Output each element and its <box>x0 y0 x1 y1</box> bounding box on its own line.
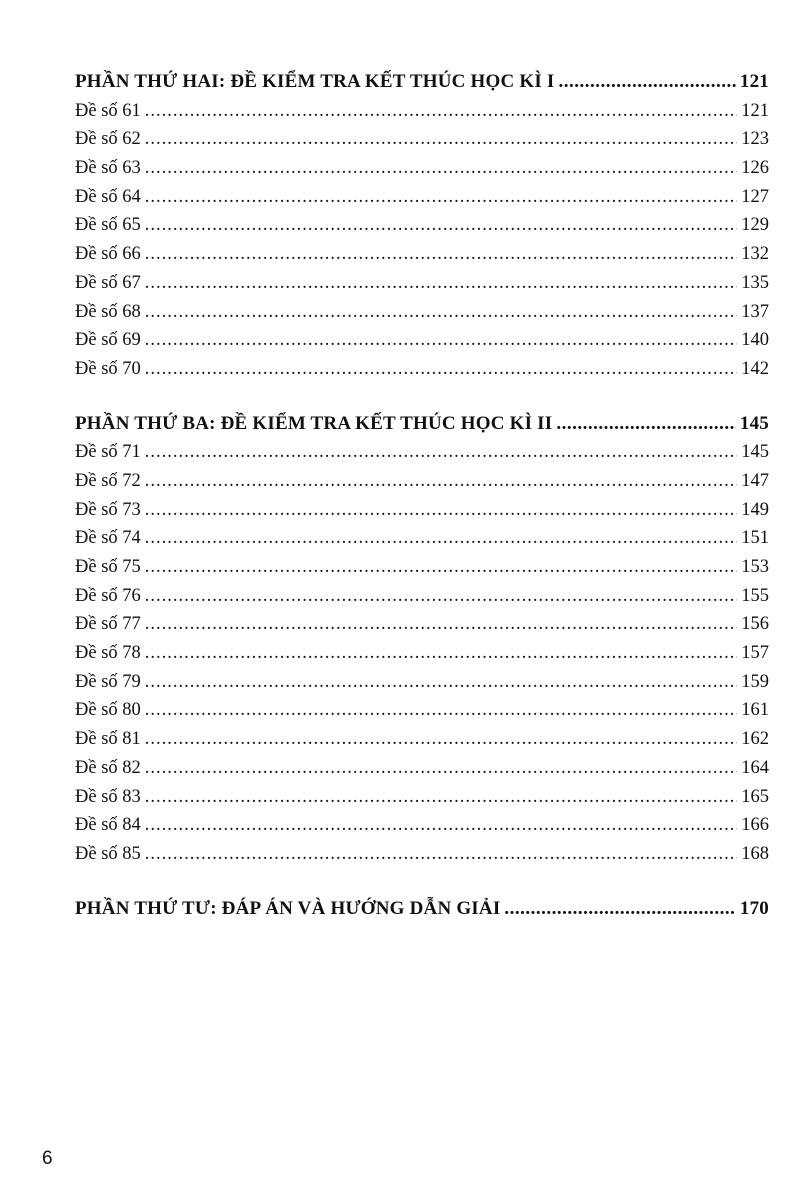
dot-leader <box>145 269 737 298</box>
dot-leader <box>145 811 737 840</box>
toc-entries <box>75 97 769 384</box>
toc-section <box>75 68 769 384</box>
toc-entries <box>75 438 769 868</box>
entry-label: Đề số 63 <box>75 158 141 179</box>
entry-label: Đề số 77 <box>75 614 141 635</box>
toc-entry <box>75 553 769 582</box>
toc-entry <box>75 298 769 327</box>
entry-page: 129 <box>741 215 769 236</box>
toc-entry <box>75 183 769 212</box>
toc-entry <box>75 610 769 639</box>
dot-leader <box>145 639 737 668</box>
dot-leader <box>145 524 737 553</box>
entry-label: Đề số 80 <box>75 700 141 721</box>
entry-label: Đề số 66 <box>75 244 141 265</box>
entry-page: 123 <box>741 129 769 150</box>
entry-label: Đề số 78 <box>75 643 141 664</box>
toc-entry <box>75 725 769 754</box>
section-heading <box>75 895 769 924</box>
dot-leader <box>145 355 737 384</box>
entry-label: Đề số 72 <box>75 470 141 491</box>
entry-page: 126 <box>741 158 769 179</box>
dot-leader <box>504 895 735 924</box>
entry-label: Đề số 73 <box>75 499 141 520</box>
entry-page: 162 <box>741 729 769 750</box>
dot-leader <box>145 610 737 639</box>
dot-leader <box>145 840 737 869</box>
dot-leader <box>145 154 737 183</box>
dot-leader <box>145 438 737 467</box>
section-title: PHẦN THỨ BA: ĐỀ KIỂM TRA KẾT THÚC HỌC KÌ II <box>75 412 553 434</box>
section-page: 170 <box>739 897 769 919</box>
entry-label: Đề số 61 <box>75 100 141 121</box>
toc-entry <box>75 97 769 126</box>
dot-leader <box>145 725 737 754</box>
entry-page: 132 <box>741 244 769 265</box>
entry-page: 140 <box>741 330 769 351</box>
entry-page: 166 <box>741 815 769 836</box>
section-page: 121 <box>739 71 769 92</box>
dot-leader <box>145 668 737 697</box>
toc-entry <box>75 355 769 384</box>
entry-page: 153 <box>741 557 769 577</box>
entry-label: Đề số 83 <box>75 786 141 807</box>
section-page: 145 <box>739 412 769 434</box>
toc-entry <box>75 524 769 553</box>
section-title: PHẦN THỨ TƯ: ĐÁP ÁN VÀ HƯỚNG DẪN GIẢI <box>75 897 501 919</box>
dot-leader <box>145 97 737 126</box>
entry-page: 147 <box>741 470 769 491</box>
entry-label: Đề số 85 <box>75 843 141 864</box>
dot-leader <box>145 582 737 611</box>
toc-entry <box>75 269 769 298</box>
toc-entry <box>75 496 769 525</box>
entry-label: Đề số 70 <box>75 358 141 379</box>
entry-page: 164 <box>741 757 769 778</box>
toc-entry <box>75 154 769 183</box>
dot-leader <box>145 696 737 725</box>
toc-entry <box>75 467 769 496</box>
entry-label: Đề số 64 <box>75 186 141 207</box>
entry-page: 151 <box>741 528 769 549</box>
entry-label: Đề số 79 <box>75 671 141 692</box>
toc-entry <box>75 326 769 355</box>
dot-leader <box>145 183 737 212</box>
entry-page: 127 <box>741 186 769 207</box>
dot-leader <box>145 240 737 269</box>
toc-entry <box>75 840 769 869</box>
entry-label: Đề số 81 <box>75 729 141 750</box>
toc-entry <box>75 811 769 840</box>
dot-leader <box>145 125 737 154</box>
entry-label: Đề số 84 <box>75 815 141 836</box>
entry-page: 145 <box>741 442 769 463</box>
entry-page: 156 <box>741 614 769 635</box>
toc-section <box>75 410 769 869</box>
section-title: PHẦN THỨ HAI: ĐỀ KIỂM TRA KẾT THÚC HỌC KÌ I <box>75 71 555 92</box>
entry-label: Đề số 75 <box>75 557 141 577</box>
entry-label: Đề số 82 <box>75 757 141 778</box>
dot-leader <box>145 326 737 355</box>
toc-entry <box>75 783 769 812</box>
entry-page: 165 <box>741 786 769 807</box>
entry-page: 149 <box>741 499 769 520</box>
dot-leader <box>145 754 737 783</box>
toc-entry <box>75 125 769 154</box>
toc-section <box>75 895 769 924</box>
dot-leader <box>145 467 737 496</box>
entry-label: Đề số 62 <box>75 129 141 150</box>
entry-page: 121 <box>741 100 769 121</box>
entry-page: 142 <box>741 358 769 379</box>
table-of-contents <box>75 68 769 949</box>
toc-entry <box>75 639 769 668</box>
entry-page: 157 <box>741 643 769 664</box>
entry-page: 161 <box>741 700 769 721</box>
entry-page: 168 <box>741 843 769 864</box>
toc-entry <box>75 240 769 269</box>
section-heading <box>75 410 769 439</box>
entry-page: 137 <box>741 301 769 322</box>
entry-label: Đề số 65 <box>75 215 141 236</box>
entry-label: Đề số 68 <box>75 301 141 322</box>
entry-label: Đề số 71 <box>75 442 141 463</box>
page-number: 6 <box>42 1148 53 1169</box>
dot-leader <box>145 211 737 240</box>
entry-page: 159 <box>741 671 769 692</box>
entry-label: Đề số 69 <box>75 330 141 351</box>
toc-entry <box>75 696 769 725</box>
toc-entry <box>75 211 769 240</box>
toc-entry <box>75 668 769 697</box>
dot-leader <box>145 783 737 812</box>
entry-label: Đề số 74 <box>75 528 141 549</box>
dot-leader <box>145 298 737 327</box>
toc-entry <box>75 582 769 611</box>
dot-leader <box>556 410 736 439</box>
dot-leader <box>558 68 735 97</box>
toc-entry <box>75 438 769 467</box>
entry-label: Đề số 67 <box>75 272 141 293</box>
dot-leader <box>145 553 737 582</box>
dot-leader <box>145 496 737 525</box>
entry-page: 135 <box>741 272 769 293</box>
entry-label: Đề số 76 <box>75 585 141 606</box>
section-heading <box>75 68 769 97</box>
toc-entry <box>75 754 769 783</box>
entry-page: 155 <box>741 585 769 606</box>
